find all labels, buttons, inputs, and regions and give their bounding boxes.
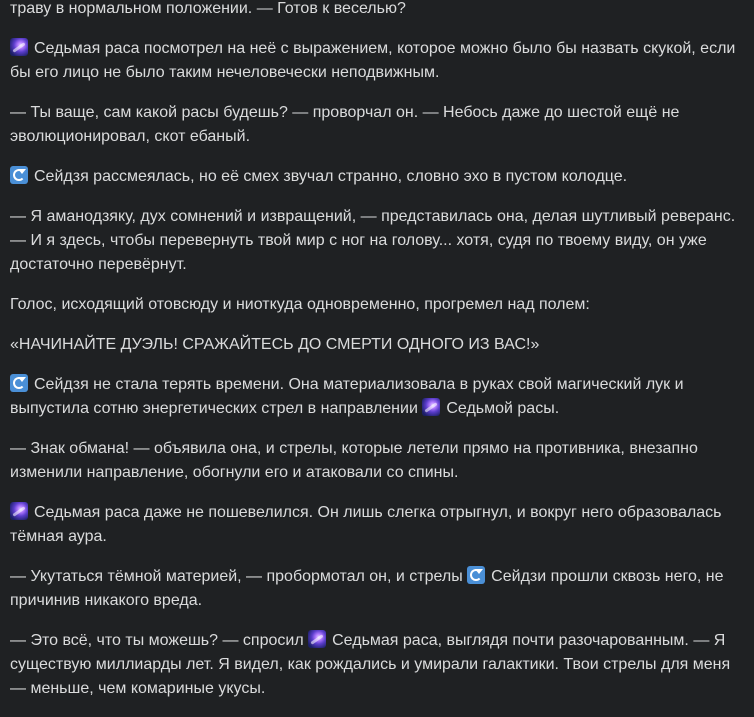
milky-way-icon xyxy=(10,502,28,520)
paragraph-1: траву в нормальном положении. — Готов к веселью? xyxy=(10,0,406,17)
paragraph-5: — Я аманодзяку, дух сомнений и извращений, — представилась она, делая шутливый реверанс. — И я здесь, чтобы перевернуть твой мир с ног на голову... хотя, судя по твоему виду, он уже достаточно перевёрнут. xyxy=(10,208,736,273)
milky-way-icon xyxy=(308,630,326,648)
counterclockwise-arrows-icon xyxy=(10,166,28,184)
paragraph-11: — Укутаться тёмной материей, — пробормотал он, и стрелы Сейдзи прошли сквозь него, не причинив никакого вреда. xyxy=(10,568,724,609)
paragraph-4: Сейдзя рассмеялась, но её смех звучал странно, словно эхо в пустом колодце. xyxy=(10,165,740,189)
milky-way-icon xyxy=(10,38,28,56)
paragraph-2: Седьмая раса посмотрел на неё с выражением, которое можно было бы назвать скукой, если бы его лицо не было таким нечеловечески неподвижным. xyxy=(10,40,736,81)
message-body xyxy=(10,0,740,717)
milky-way-icon xyxy=(422,398,440,416)
paragraph-3: — Ты ваще, сам какой расы будешь? — проворчал он. — Небось даже до шестой ещё не эволюционировал, скот ебаный. xyxy=(10,104,680,145)
paragraph-12: — Это всё, что ты можешь? — спросил Седьмая раса, выглядя почти разочарованным. — Я существую миллиарды лет. Я видел, как рождались и умирали галактики. Твои стрелы для меня — меньше, чем комариные укусы. xyxy=(10,632,731,697)
paragraph-10: Седьмая раса даже не пошевелился. Он лишь слегка отрыгнул, и вокруг него образовалась тёмная аура. xyxy=(10,504,722,545)
paragraph-7: «НАЧИНАЙТЕ ДУЭЛЬ! СРАЖАЙТЕСЬ ДО СМЕРТИ ОДНОГО ИЗ ВАС!» xyxy=(10,336,540,353)
counterclockwise-arrows-icon xyxy=(10,374,28,392)
counterclockwise-arrows-icon xyxy=(467,566,485,584)
paragraph-9: — Знак обмана! — объявила она, и стрелы, которые летели прямо на противника, внезапно изменили направление, обогнули его и атаковали со спины. xyxy=(10,440,698,481)
paragraph-6: Голос, исходящий отовсюду и ниоткуда одновременно, прогремел над полем: xyxy=(10,296,590,313)
paragraph-8: Сейдзя не стала терять времени. Она материализовала в руках свой магический лук и выпустила сотню энергетических стрел в направлении Седьмой расы. xyxy=(10,376,684,417)
